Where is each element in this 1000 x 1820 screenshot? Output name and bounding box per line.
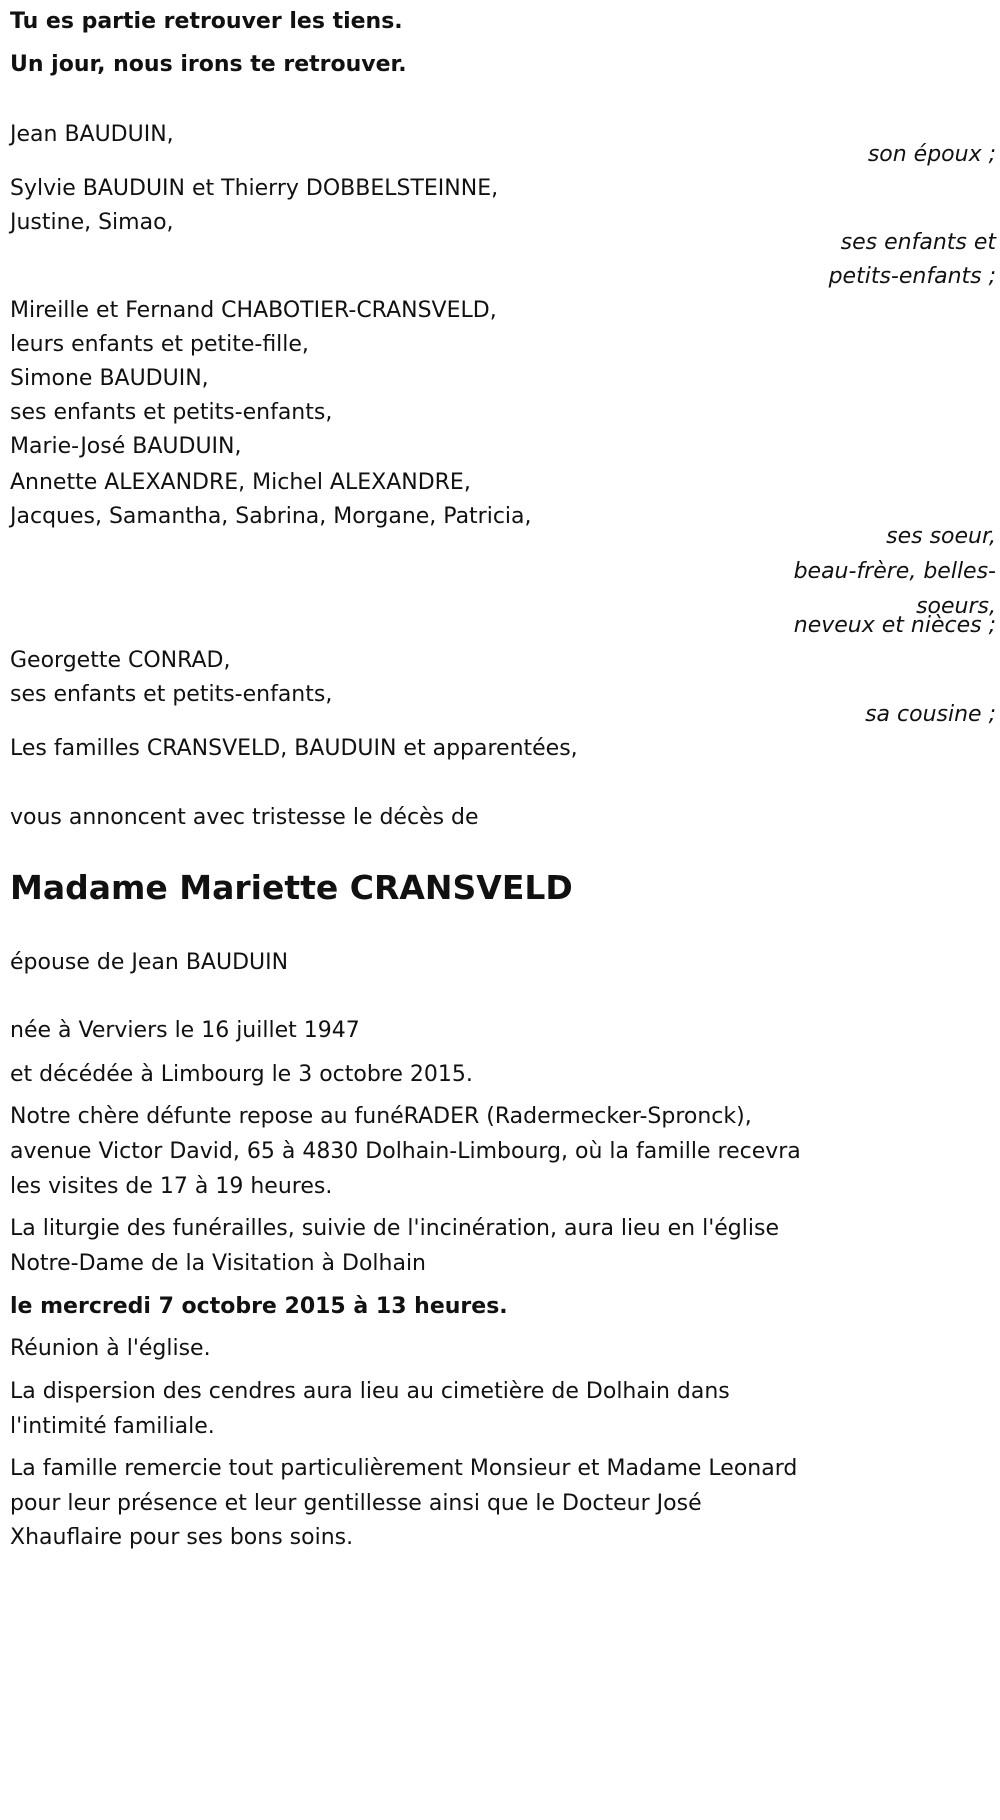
thanks-line-3: Xhauflaire pour ses bons soins. [10, 1525, 354, 1550]
sibling-line: ses enfants et petits-enfants, [10, 400, 333, 425]
siblings-role-line-4: neveux et nièces ; [793, 613, 996, 638]
spouse-of-line: épouse de Jean BAUDUIN [10, 950, 289, 975]
sibling-line: Mireille et Fernand CHABOTIER-CRANSVELD, [10, 298, 497, 323]
spouse-role: son époux ; [867, 142, 996, 167]
children-role-line-2: petits-enfants ; [828, 264, 996, 289]
children-role-line-1: ses enfants et [840, 230, 996, 255]
thanks-line-2: pour leur présence et leur gentillesse ainsi que le Docteur José [10, 1491, 702, 1516]
ashes-line-2: l'intimité familiale. [10, 1414, 215, 1439]
quote-line-1: Tu es partie retrouver les tiens. [10, 9, 403, 34]
sibling-line: Jacques, Samantha, Sabrina, Morgane, Patricia, [10, 504, 532, 529]
liturgy-line-2: Notre-Dame de la Visitation à Dolhain [10, 1251, 427, 1276]
spouse-name: Jean BAUDUIN, [10, 122, 174, 147]
announcement-intro: vous annoncent avec tristesse le décès de [10, 805, 479, 830]
quote-line-2: Un jour, nous irons te retrouver. [10, 52, 407, 77]
siblings-role-line-2: beau-frère, belles- [793, 559, 996, 584]
thanks-line-1: La famille remercie tout particulièrement Monsieur et Madame Leonard [10, 1456, 798, 1481]
meeting-line: Réunion à l'église. [10, 1336, 211, 1361]
liturgy-line-1: La liturgie des funérailles, suivie de l'incinération, aura lieu en l'église [10, 1216, 779, 1241]
cousin-role: sa cousine ; [865, 702, 996, 727]
cousin-line-2: ses enfants et petits-enfants, [10, 682, 333, 707]
sibling-line: Marie-José BAUDUIN, [10, 434, 242, 459]
rest-line-3: les visites de 17 à 19 heures. [10, 1174, 333, 1199]
children-line-2: Justine, Simao, [10, 210, 174, 235]
rest-line-2: avenue Victor David, 65 à 4830 Dolhain-Limbourg, où la famille recevra [10, 1139, 801, 1164]
siblings-role-line-1: ses soeur, [886, 524, 996, 549]
cousin-line-1: Georgette CONRAD, [10, 648, 231, 673]
death-line: et décédée à Limbourg le 3 octobre 2015. [10, 1062, 473, 1087]
ashes-line-1: La dispersion des cendres aura lieu au cimetière de Dolhain dans [10, 1379, 730, 1404]
rest-line-1: Notre chère défunte repose au funéRADER (Radermecker-Spronck), [10, 1104, 752, 1129]
sibling-line: Simone BAUDUIN, [10, 366, 209, 391]
sibling-line: Annette ALEXANDRE, Michel ALEXANDRE, [10, 470, 471, 495]
sibling-line: leurs enfants et petite-fille, [10, 332, 309, 357]
birth-line: née à Verviers le 16 juillet 1947 [10, 1018, 360, 1043]
children-line-1: Sylvie BAUDUIN et Thierry DOBBELSTEINNE, [10, 176, 499, 201]
funeral-date: le mercredi 7 octobre 2015 à 13 heures. [10, 1294, 508, 1319]
families-line: Les familles CRANSVELD, BAUDUIN et apparentées, [10, 736, 578, 761]
deceased-name: Madame Mariette CRANSVELD [10, 868, 573, 907]
siblings-role-line-3: soeurs, [916, 594, 996, 619]
